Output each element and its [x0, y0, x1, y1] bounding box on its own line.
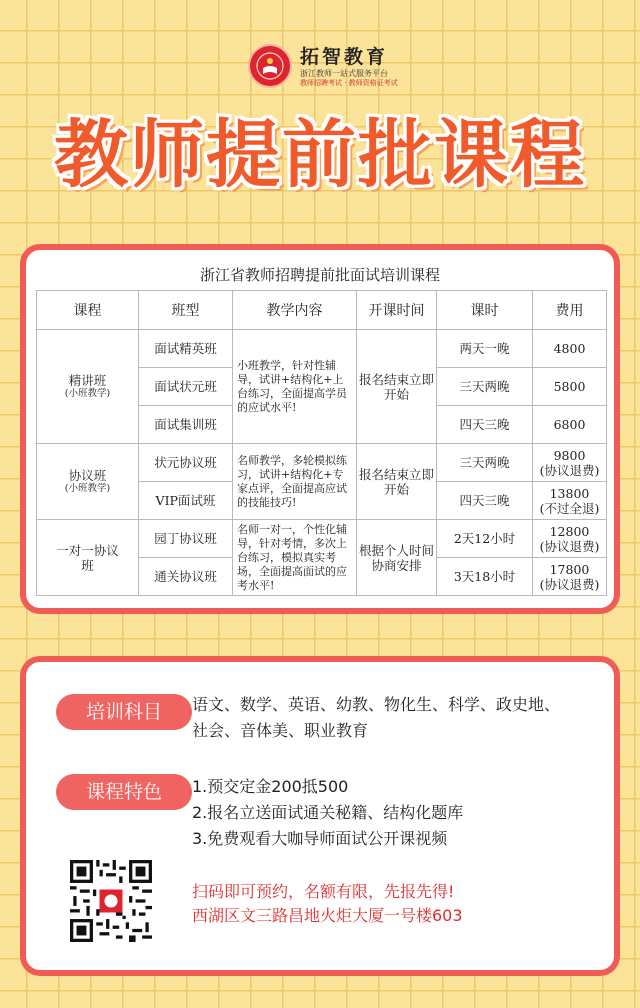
- header-start-time: 开课时间: [357, 291, 437, 330]
- header-fee: 费用: [533, 291, 607, 330]
- class-cell: 园丁协议班: [139, 520, 233, 558]
- fee-cell: 5800: [533, 368, 607, 406]
- start-cell: 报名结束立即开始: [357, 330, 437, 444]
- fee-note: (协议退费): [539, 538, 600, 554]
- hours-cell: 四天三晚: [437, 406, 533, 444]
- hours-cell: 四天三晚: [437, 482, 533, 520]
- start-cell: 根据个人时间协商安排: [357, 520, 437, 596]
- fee-cell: [533, 444, 607, 482]
- fee-note: (不过全退): [539, 500, 600, 516]
- hours-cell: 三天两晚: [437, 368, 533, 406]
- fee-cell: [533, 482, 607, 520]
- class-cell: VIP面试班: [139, 482, 233, 520]
- header-hours: 课时: [437, 291, 533, 330]
- features-label: 课程特色: [56, 774, 192, 810]
- content-cell: 名师一对一，个性化辅导，针对考情，多次上台练习，模拟真实考场，全面提高面试的应考水平!: [233, 520, 357, 596]
- fee-amount: 12800: [549, 523, 590, 539]
- class-cell: 面试状元班: [139, 368, 233, 406]
- course-cell: [37, 444, 139, 520]
- hours-cell: 三天两晚: [437, 444, 533, 482]
- brand-tagline-secondary: 教师招聘考试 · 教师资格证考试: [300, 79, 398, 87]
- page-title: 教师提前批课程: [54, 112, 586, 198]
- table-title: 浙江省教师招聘提前批面试培训课程: [199, 266, 440, 284]
- brand-tagline: 浙江教师一站式服务平台: [300, 69, 388, 78]
- feature-item: 2.报名立送面试通关秘籍、结构化题库: [192, 803, 464, 822]
- fee-cell: 4800: [533, 330, 607, 368]
- table-row: [37, 444, 607, 482]
- fee-note: (协议退费): [539, 576, 600, 592]
- class-cell: 面试集训班: [139, 406, 233, 444]
- subjects-text: [192, 692, 560, 744]
- course-table-card: [20, 244, 620, 614]
- info-card: [20, 656, 620, 976]
- course-cell: [37, 520, 139, 596]
- brand-seal-icon: [248, 44, 292, 88]
- table-row: [37, 330, 607, 368]
- header-course: 课程: [37, 291, 139, 330]
- hours-cell: 3天18小时: [437, 558, 533, 596]
- address-line: 西湖区文三路昌地火炬大厦一号楼603: [192, 906, 463, 925]
- course-name: 精讲班: [68, 373, 107, 388]
- header-content: 教学内容: [233, 291, 357, 330]
- course-name: 一对一协议班: [56, 542, 119, 573]
- fee-cell: 6800: [533, 406, 607, 444]
- course-name: 协议班: [68, 468, 107, 483]
- table-row: [37, 520, 607, 558]
- class-cell: 通关协议班: [139, 558, 233, 596]
- feature-item: 1.预交定金200抵500: [192, 777, 349, 796]
- course-cell: [37, 330, 139, 444]
- subjects-label: 培训科目: [56, 694, 192, 730]
- fee-cell: [533, 558, 607, 596]
- class-cell: 面试精英班: [139, 330, 233, 368]
- brand-name: 拓智教育: [300, 46, 389, 68]
- promo-line: 扫码即可预约，名额有限，先报先得!: [192, 882, 455, 901]
- hours-cell: 两天一晚: [437, 330, 533, 368]
- promo-text: [192, 880, 463, 928]
- class-cell: 状元协议班: [139, 444, 233, 482]
- fee-amount: 9800: [553, 447, 586, 463]
- feature-item: 3.免费观看大咖导师面试公开课视频: [192, 829, 448, 848]
- content-cell: 小班教学，针对性辅导，试讲+结构化+上台练习，全面提高学员的应试水平!: [233, 330, 357, 444]
- fee-note: (协议退费): [539, 462, 600, 478]
- table-header-row: [37, 291, 607, 330]
- fee-cell: [533, 520, 607, 558]
- course-note: (小班教学): [64, 388, 111, 399]
- header-class: 班型: [139, 291, 233, 330]
- fee-amount: 13800: [549, 485, 590, 501]
- subjects-line: 语文、数学、英语、幼教、物化生、科学、政史地、: [192, 695, 561, 714]
- qr-code-icon[interactable]: [70, 860, 152, 942]
- subjects-line: 社会、音体美、职业教育: [192, 721, 369, 740]
- content-cell: 名师教学，多轮模拟练习，试讲+结构化+专家点评，全面提高应试的技能技巧!: [233, 444, 357, 520]
- start-cell: 报名结束立即开始: [357, 444, 437, 520]
- fee-amount: 17800: [549, 561, 590, 577]
- features-list: [192, 774, 463, 852]
- course-note: (小班教学): [64, 483, 111, 494]
- hours-cell: 2天12小时: [437, 520, 533, 558]
- brand-logo: [244, 40, 404, 92]
- course-table: [36, 290, 607, 596]
